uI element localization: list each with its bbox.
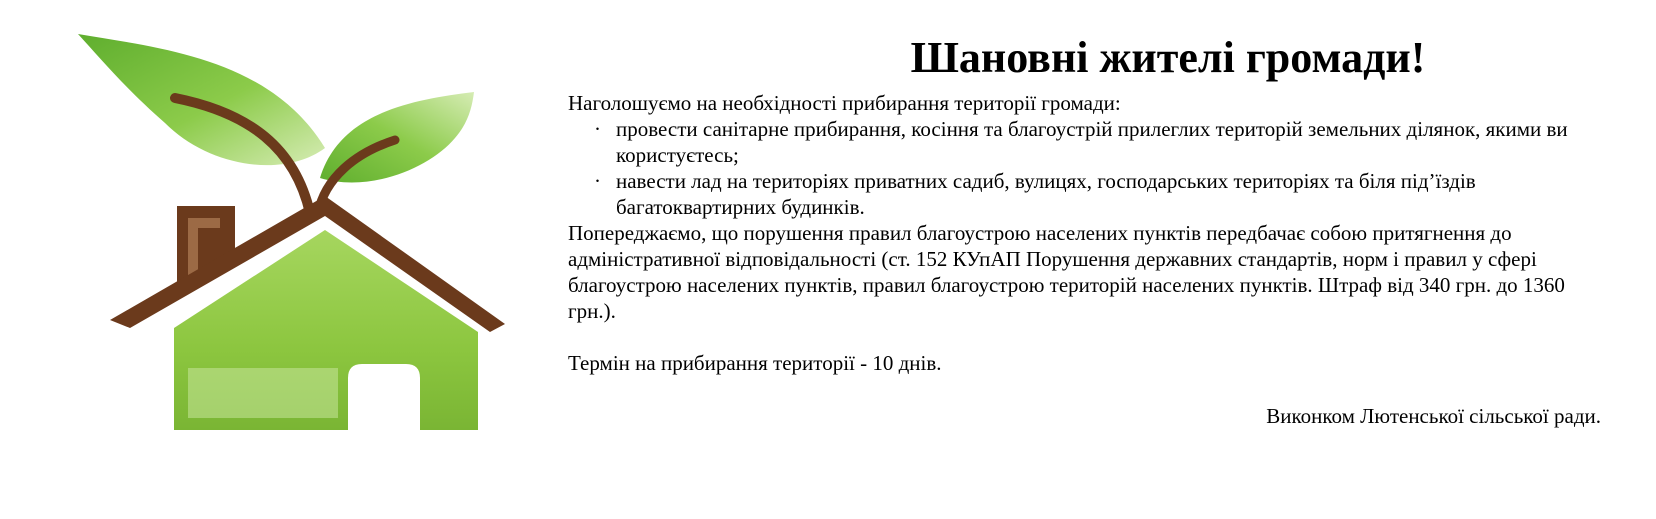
house-with-sprout-icon [70, 28, 540, 468]
spacer [568, 324, 1618, 350]
list-item-text: провести санітарне прибирання, косіння та благоустрій прилеглих територій земельних ділянок, якими ви користуєтесь; [616, 117, 1568, 167]
list-item-text: навести лад на територіях приватних садиб, вулицях, господарських територіях та біля під’їздів багатоквартирних будинків. [616, 169, 1476, 219]
warning-text: Попереджаємо, що порушення правил благоустрою населених пунктів передбачає собою притягнення до адміністративної відповідальності (ст. 152 КУпАП Порушення державних стандартів, норм і правил у сфері благоустрою населених пунктів, правил благоустрою територій населених пунктів. Штраф від 340 грн. до 1360 грн.). [568, 221, 1565, 323]
bullet-glyph: · [594, 169, 601, 193]
bullet-list [568, 116, 1618, 220]
notice [568, 30, 1618, 429]
bullet-glyph: · [594, 117, 601, 141]
door [348, 364, 420, 430]
deadline-text: Термін на прибирання території - 10 днів. [568, 351, 942, 375]
page-title: Шановні жителі громади! [910, 33, 1426, 82]
list-item [568, 168, 1618, 220]
signature: Виконком Лютенської сільської ради. [1266, 404, 1601, 428]
intro-text: Наголошуємо на необхідності прибирання території громади: [568, 91, 1121, 115]
list-item [568, 116, 1618, 168]
